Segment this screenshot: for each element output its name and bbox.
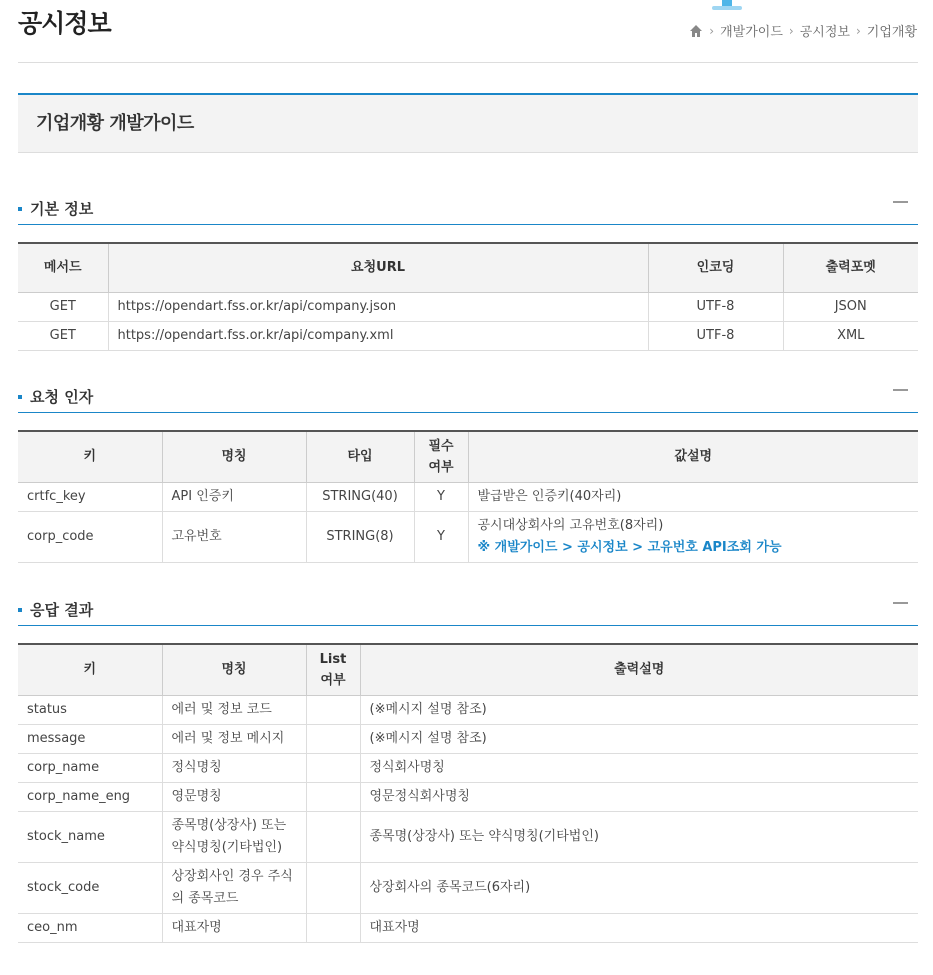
column-header: 인코딩 [648,243,783,292]
cell-name: API 인증키 [162,482,306,511]
description-text: 공시대상회사의 고유번호(8자리) [477,517,664,533]
cell-list [306,811,360,862]
breadcrumb-separator-icon: › [855,23,861,38]
cell-encoding: UTF-8 [648,321,783,350]
cell-key: corp_name [18,753,162,782]
column-header: 키 [18,644,162,695]
cell-key: ceo_nm [18,913,162,942]
table-row [18,811,918,862]
column-header: 타입 [306,431,414,482]
column-header: 필수 여부 [414,431,468,482]
cell-list [306,913,360,942]
decoration-icon [706,0,748,12]
column-header: 값설명 [468,431,918,482]
column-header: 명칭 [162,431,306,482]
section-title: 기본 정보 [30,200,94,218]
collapse-icon[interactable] [893,602,908,604]
section-bullet-icon [18,395,22,399]
cell-description: 영문정식회사명칭 [360,782,918,811]
basic-info-table [18,242,918,351]
cell-type: STRING(8) [306,511,414,562]
collapse-icon[interactable] [893,389,908,391]
cell-list [306,782,360,811]
breadcrumb-item-current[interactable]: 기업개황 [866,25,917,40]
column-header: 요청URL [108,243,648,292]
cell-key: crtfc_key [18,482,162,511]
cell-url: https://opendart.fss.or.kr/api/company.json [108,292,648,321]
cell-key: status [18,695,162,724]
cell-description: (※메시지 설명 참조) [360,695,918,724]
table-row [18,511,918,562]
cell-encoding: UTF-8 [648,292,783,321]
guide-title: 기업개황 개발가이드 [36,113,194,134]
cell-method: GET [18,292,108,321]
guide-title-box [18,93,918,153]
cell-description: 발급받은 인증키(40자리) [468,482,918,511]
breadcrumb [689,21,917,40]
section-title: 응답 결과 [30,601,94,619]
cell-description: 대표자명 [360,913,918,942]
cell-key: message [18,724,162,753]
header-divider [18,62,918,63]
cell-list [306,695,360,724]
cell-description: 정식회사명칭 [360,753,918,782]
cell-method: GET [18,321,108,350]
cell-description: 종목명(상장사) 또는 약식명칭(기타법인) [360,811,918,862]
cell-list [306,862,360,913]
section-bullet-icon [18,608,22,612]
table-row [18,724,918,753]
section-response [18,598,918,626]
cell-description [468,511,918,562]
table-row [18,695,918,724]
corp-code-guide-link[interactable]: ※ 개발가이드 > 공시정보 > 고유번호 API조회 가능 [477,539,782,555]
cell-name: 영문명칭 [162,782,306,811]
column-header: 출력설명 [360,644,918,695]
column-header: 명칭 [162,644,306,695]
table-row [18,862,918,913]
breadcrumb-item[interactable]: 공시정보 [799,25,850,40]
column-header: 메서드 [18,243,108,292]
cell-key: stock_code [18,862,162,913]
cell-format: XML [783,321,918,350]
cell-key: stock_name [18,811,162,862]
cell-list [306,724,360,753]
column-header: 출력포멧 [783,243,918,292]
column-header: List 여부 [306,644,360,695]
cell-required: Y [414,482,468,511]
cell-name: 에러 및 정보 코드 [162,695,306,724]
cell-name: 에러 및 정보 메시지 [162,724,306,753]
table-row [18,292,918,321]
cell-type: STRING(40) [306,482,414,511]
cell-key: corp_name_eng [18,782,162,811]
request-params-table [18,430,918,563]
breadcrumb-separator-icon: › [788,23,794,38]
table-row [18,321,918,350]
page-title: 공시정보 [18,9,111,38]
cell-name: 종목명(상장사) 또는 약식명칭(기타법인) [162,811,306,862]
cell-required: Y [414,511,468,562]
cell-format: JSON [783,292,918,321]
cell-key: corp_code [18,511,162,562]
cell-description: (※메시지 설명 참조) [360,724,918,753]
collapse-icon[interactable] [893,201,908,203]
section-request-params [18,385,918,413]
section-title: 요청 인자 [30,388,94,406]
cell-name: 정식명칭 [162,753,306,782]
cell-list [306,753,360,782]
cell-name: 대표자명 [162,913,306,942]
column-header: 키 [18,431,162,482]
home-icon[interactable] [689,24,703,38]
table-row [18,913,918,942]
section-basic-info [18,197,918,225]
breadcrumb-item[interactable]: 개발가이드 [720,25,783,40]
breadcrumb-separator-icon: › [709,23,715,38]
section-bullet-icon [18,207,22,211]
table-row [18,753,918,782]
response-table [18,643,918,943]
cell-description: 상장회사의 종목코드(6자리) [360,862,918,913]
cell-url: https://opendart.fss.or.kr/api/company.xml [108,321,648,350]
table-row [18,482,918,511]
cell-name: 고유번호 [162,511,306,562]
table-row [18,782,918,811]
cell-name: 상장회사인 경우 주식의 종목코드 [162,862,306,913]
